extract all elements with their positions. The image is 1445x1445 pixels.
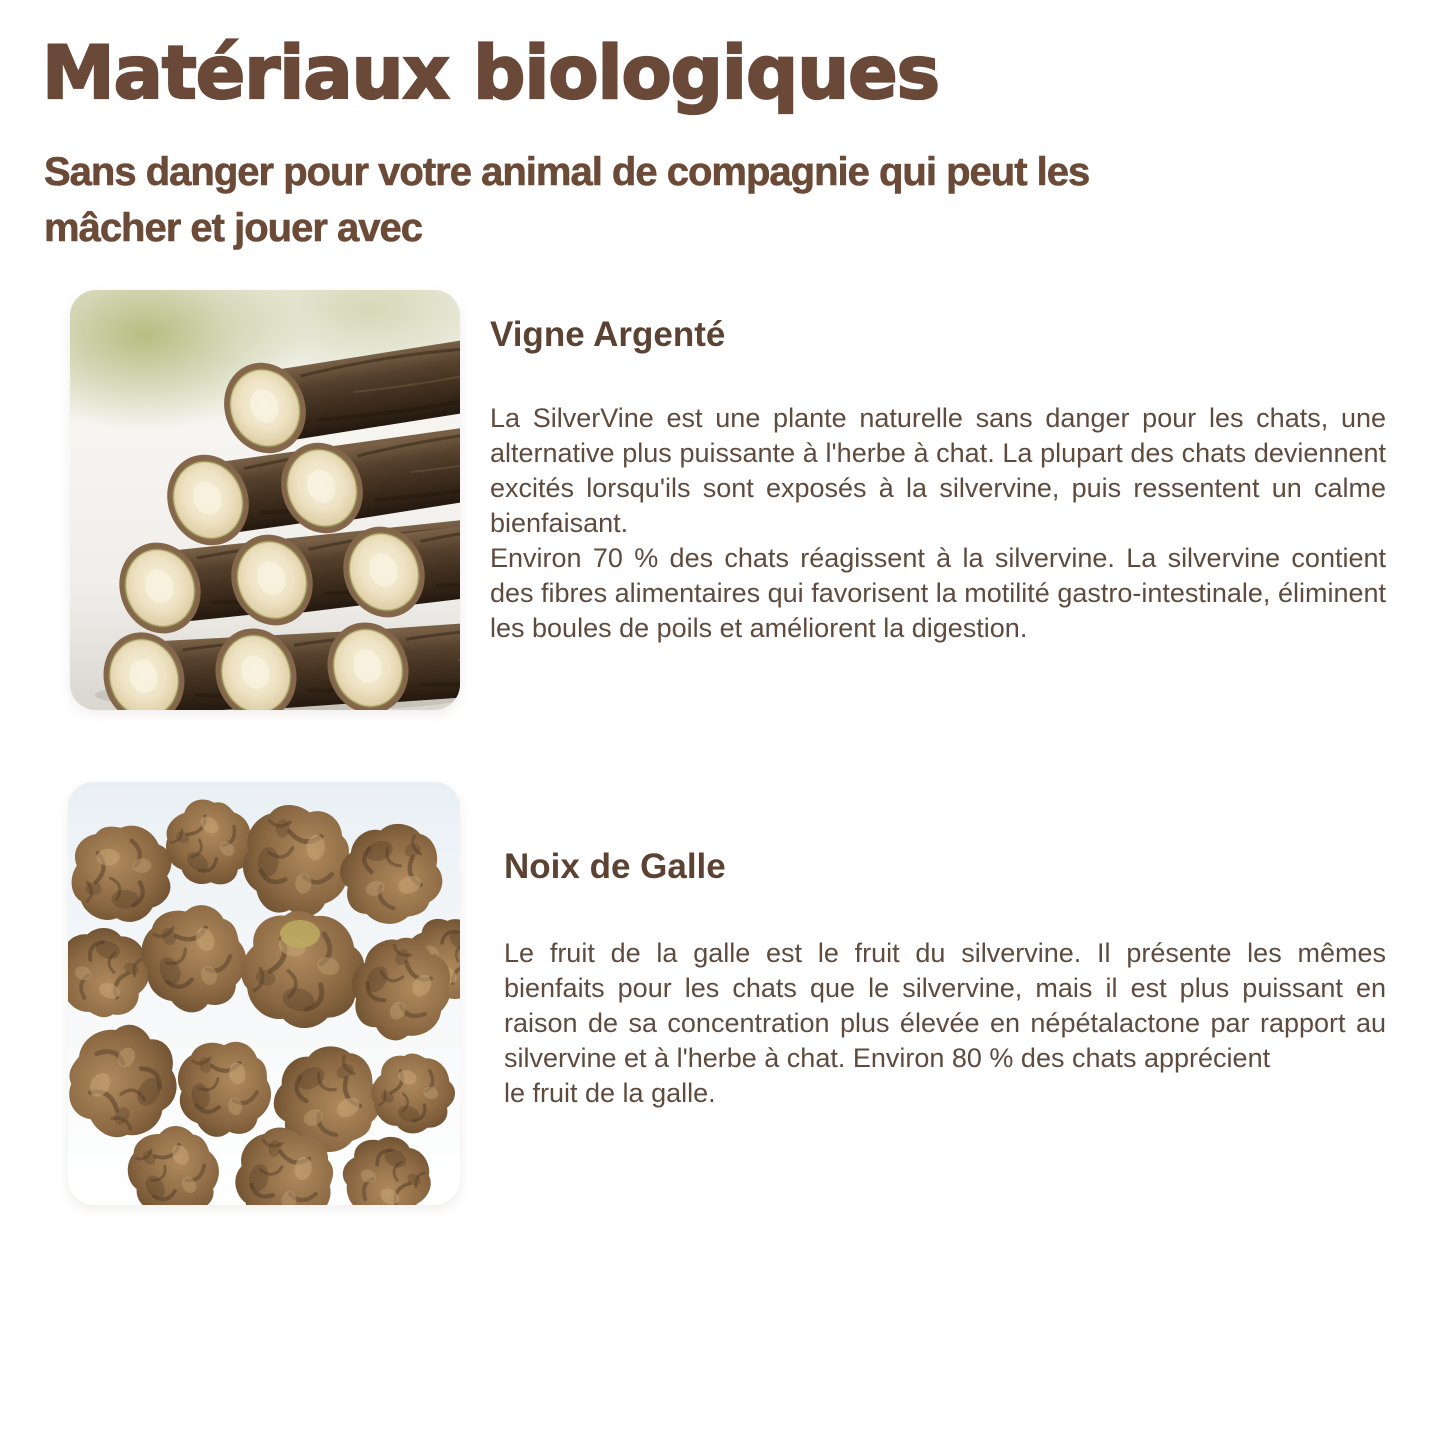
- section-paragraph: Environ 70 % des chats réagissent à la silvervine. La silvervine contient des fibres alimentaires qui favorisent la motilité gastro-intestinale, éliminent les boules de poils et améliorent la digestion.: [490, 543, 1386, 643]
- silvervine-sticks-illustration: [70, 290, 460, 710]
- section-gall-nut: [504, 846, 1386, 1111]
- section-paragraph: Le fruit de la galle est le fruit du silvervine. Il présente les mêmes bienfaits pour les chats que le silvervine, mais il est plus puissant en raison de sa concentration plus élevée en népétalactone par rapport au silvervine et à l'herbe à chat. Environ 80 % des chats apprécient: [504, 938, 1386, 1073]
- section-paragraph: La SilverVine est une plante naturelle sans danger pour les chats, une alternative plus puissante à l'herbe à chat. La plupart des chats deviennent excités lorsqu'ils sont exposés à la silvervine, puis ressentent un calme bienfaisant.: [490, 403, 1386, 538]
- section-paragraph: le fruit de la galle.: [504, 1078, 716, 1108]
- page-title: Matériaux biologiques: [42, 31, 940, 116]
- gall-nuts-image: [68, 782, 460, 1205]
- torn-paper-texture: [0, 1230, 1445, 1445]
- page-subtitle: Sans danger pour votre animal de compagnie qui peut les mâcher et jouer avec: [44, 150, 1090, 250]
- gall-nuts-illustration: [68, 782, 460, 1205]
- section-heading: Noix de Galle: [504, 847, 726, 886]
- silvervine-sticks-image: [70, 290, 460, 710]
- section-heading: Vigne Argenté: [490, 315, 726, 354]
- section-silvervine: [490, 314, 1386, 646]
